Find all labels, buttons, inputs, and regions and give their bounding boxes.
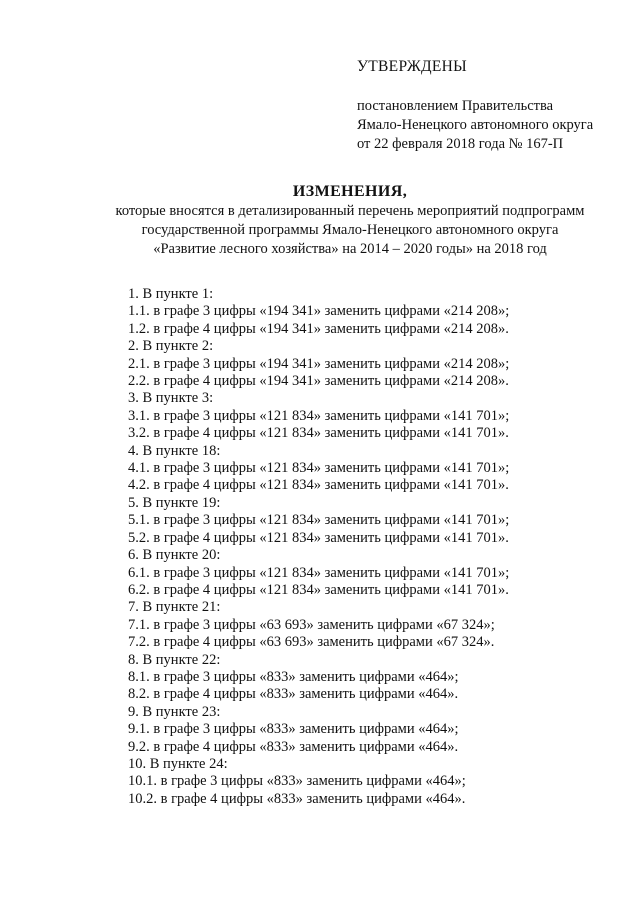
list-item: 6. В пункте 20:	[128, 547, 221, 564]
approval-line-date: от 22 февраля 2018 года № 167-П	[357, 136, 564, 152]
list-item: 7.1. в графе 3 цифры «63 693» заменить цифрами «67 324»;	[128, 616, 495, 633]
list-item: 7. В пункте 21:	[128, 599, 221, 616]
changes-list	[128, 286, 628, 808]
list-item: 2.1. в графе 3 цифры «194 341» заменить цифрами «214 208»;	[128, 355, 510, 372]
list-item: 5.2. в графе 4 цифры «121 834» заменить цифрами «141 701».	[128, 529, 509, 546]
list-item: 8. В пункте 22:	[128, 651, 221, 668]
list-item: 10.1. в графе 3 цифры «833» заменить цифрами «464»;	[128, 773, 466, 790]
list-item: 5.1. в графе 3 цифры «121 834» заменить цифрами «141 701»;	[128, 512, 510, 529]
approval-block	[357, 58, 627, 154]
list-item: 3. В пункте 3:	[128, 390, 214, 407]
heading-title: ИЗМЕНЕНИЯ,	[292, 183, 408, 200]
list-item: 2. В пункте 2:	[128, 338, 214, 355]
list-item: 4.2. в графе 4 цифры «121 834» заменить цифрами «141 701».	[128, 477, 509, 494]
list-item: 6.2. в графе 4 цифры «121 834» заменить цифрами «141 701».	[128, 581, 509, 598]
list-item: 3.2. в графе 4 цифры «121 834» заменить цифрами «141 701».	[128, 425, 509, 442]
list-item: 9. В пункте 23:	[128, 703, 221, 720]
list-item: 4. В пункте 18:	[128, 442, 221, 459]
list-item: 10. В пункте 24:	[128, 755, 228, 772]
list-item: 1.2. в графе 4 цифры «194 341» заменить цифрами «214 208».	[128, 320, 509, 337]
list-item: 9.1. в графе 3 цифры «833» заменить цифрами «464»;	[128, 721, 459, 738]
list-item: 1. В пункте 1:	[128, 286, 214, 302]
approval-line-government: Ямало-Ненецкого автономного округа	[357, 117, 594, 133]
list-item: 7.2. в графе 4 цифры «63 693» заменить цифрами «67 324».	[128, 634, 495, 651]
list-item: 2.2. в графе 4 цифры «194 341» заменить цифрами «214 208».	[128, 373, 509, 390]
list-item: 8.2. в графе 4 цифры «833» заменить цифрами «464».	[128, 686, 459, 703]
list-item: 4.1. в графе 3 цифры «121 834» заменить цифрами «141 701»;	[128, 460, 510, 477]
heading-line-1: которые вносятся в детализированный перечень мероприятий подпрограмм	[115, 203, 585, 219]
heading-line-2: государственной программы Ямало-Ненецкого автономного округа	[141, 222, 559, 238]
list-item: 6.1. в графе 3 цифры «121 834» заменить цифрами «141 701»;	[128, 564, 510, 581]
approval-title: УТВЕРЖДЕНЫ	[357, 58, 467, 75]
list-item: 8.1. в графе 3 цифры «833» заменить цифрами «464»;	[128, 668, 459, 685]
list-item: 5. В пункте 19:	[128, 494, 221, 511]
list-item: 3.1. в графе 3 цифры «121 834» заменить цифрами «141 701»;	[128, 407, 510, 424]
list-item: 10.2. в графе 4 цифры «833» заменить цифрами «464».	[128, 790, 466, 807]
heading-line-3: «Развитие лесного хозяйства» на 2014 – 2020 годы» на 2018 год	[153, 241, 547, 257]
changes-heading	[60, 182, 640, 259]
list-item: 9.2. в графе 4 цифры «833» заменить цифрами «464».	[128, 738, 459, 755]
list-item: 1.1. в графе 3 цифры «194 341» заменить цифрами «214 208»;	[128, 303, 510, 320]
approval-line-resolution: постановлением Правительства	[357, 98, 554, 114]
